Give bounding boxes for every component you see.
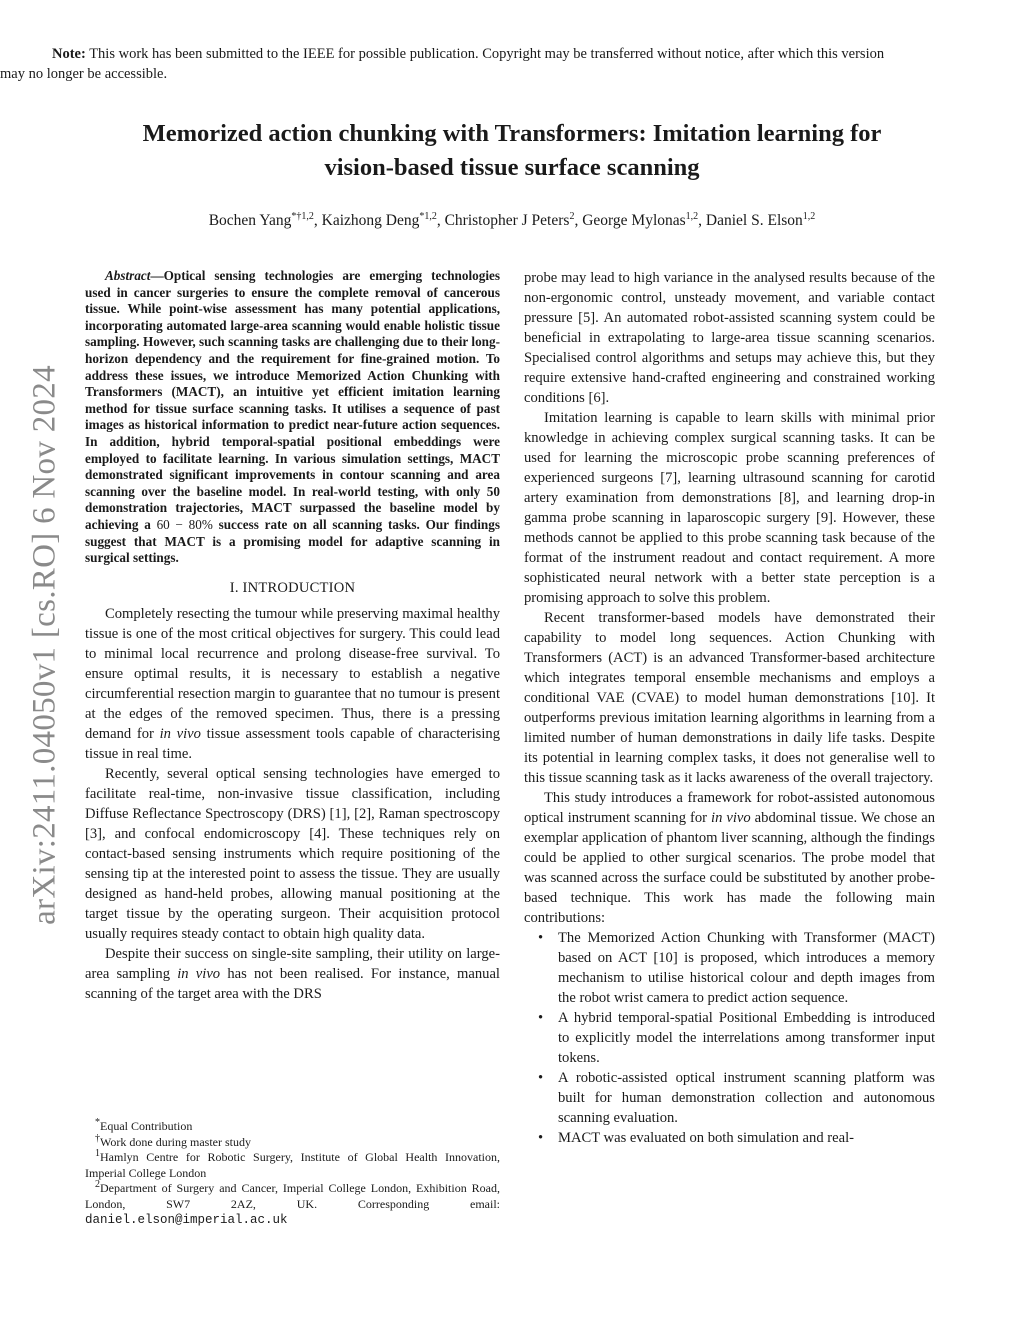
list-item: • A robotic-assisted optical instrument scanning platform was built for human demonstration collection and autonomous scanning evaluation. [558,1068,935,1128]
paper-title [60,117,964,185]
note-text-cont: may no longer be accessible. [0,66,168,82]
footnote [85,1132,500,1151]
paragraph [85,944,500,1004]
abstract-text: Optical sensing technologies are emerging technologies used in cancer surgeries to ensure the complete removal of cancerous tissue. While point-wise assessment has many potential applications, incorporating automated large-area scanning would enable holistic tissue sampling. However, such scanning tasks are challenging due to their long-horizon dependency and the requirement for fine-grained motion. To address these issues, we introduce Memorized Action Chunking with Transformers (MACT), an intuitive yet efficient imitation learning method for tissue surface scanning tasks. It utilises a sequence of past images as historical information to predict near-future action sequences. In addition, hybrid temporal-spatial positional embeddings were employed to facilitate learning. In various simulation settings, MACT demonstrated significant improvements in contour scanning and area scanning over the baseline model. In real-world testing, with only 50 demonstration trajectories, MACT surpassed the baseline model by achieving a [85,268,500,532]
abstract [85,268,500,567]
footnote-text: Hamlyn Centre for Robotic Surgery, Institute of Global Health Innovation, Imperial College London [85,1150,500,1180]
email-link[interactable]: daniel.elson@imperial.ac.uk [85,1213,288,1227]
italic-text: in vivo [177,965,221,982]
footnote-text: Equal Contribution [100,1119,193,1133]
text: Despite their success on single-site sampling, their utility on large-area sampling [85,945,500,982]
author [322,212,437,229]
text: This study introduces a framework for robot-assisted autonomous optical instrument scanning for [524,790,935,826]
author-name: Kaizhong Deng [321,212,420,229]
paragraph: Recently, several optical sensing technologies have emerged to facilitate real-time, non-invasive tissue classification, including Diffuse Reflectance Spectroscopy (DRS) [1], [2], Raman spectroscopy [3], and confocal endomicroscopy [4]. These techniques rely on contact-based sensing instruments which require positioning of the sensing tip at the interested point to assess the tissue. They are usually designed as hand-held probes, allowing manual positioning at the target tissue by the operating surgeon. Their acquisition protocol usually requires steady contact to obtain high quality data. [85,765,500,942]
text: Completely resecting the tumour while preserving maximal healthy tissue is one of the most critical objectives for surgery. This could lead to minimal local recurrence and prolong disease-free survival. To ensure optimal results, it is necessary to establish a negative circumferential resection margin to guarantee that no tumour is present at the edges of the removed specimen. Thus, there is a pressing demand for [85,605,500,742]
abstract-label: Abstract [105,268,151,283]
footnote [85,1181,500,1229]
contributions-list [524,928,935,1148]
section-heading: I. INTRODUCTION [229,579,356,596]
italic-text: in vivo [711,810,751,826]
paragraph: probe may lead to high variance in the analysed results because of the non-ergonomic control, unsteady movement, and variable contact pressure [5]. An automated robot-assisted scanning system could be beneficial in extrapolating to large-area tissue scanning scenarios. Specialised control algorithms and setups may achieve this, but they require extensive hand-crafted engineering and constrained working conditions [6]. [524,270,935,406]
author-name: George Mylonas [582,212,686,229]
text: tissue assessment tools capable of characterising tissue in real time. [85,725,500,762]
author-list: Bochen Yang$^{*\dagger 1,2}$, Kaizhong Deng$^{*1,2}$, Christopher J Peters$^2$, George Mylonas$^{1,2}$, Daniel S. Elson$^{1,2}$ [208,210,816,229]
author-affil: 1,2 [685,210,699,222]
author-name: Daniel S. Elson [705,212,803,229]
author-affil: 1,2 [802,210,816,222]
abstract-math: 60 − 80% [156,516,213,532]
note-text: This work has been submitted to the IEEE for possible publication. Copyright may be transferred without notice, after which this version [85,46,885,62]
footnote-mark: 1 [95,1148,100,1159]
author-name: Christopher J Peters [444,212,570,229]
title-line-2: vision-based tissue surface scanning [324,154,700,181]
author [582,212,698,229]
author-affil: 2 [569,210,575,222]
title-line-1: Memorized action chunking with Transformers: Imitation learning for [142,120,882,147]
abstract-text-end: success rate on all scanning tasks. Our findings suggest that MACT is a promising model for adaptive scanning in surgical settings. [85,516,500,566]
footnote-text: Work done during master study [100,1134,252,1149]
footnote [85,1119,500,1135]
paragraph: Imitation learning is capable to learn skills with minimal prior knowledge in achieving complex surgical scanning tasks. It can be used for learning the microscopic probe scanning preferences of experienced surgeons [7], learning ultrasound scanning for carotid artery examination from demonstrations [8], and learning drop-in gamma probe scanning in laparoscopic surgery [9]. However, these methods cannot be applied to this probe scanning task because of the format of the instrument readout and contact requirement. A more sophisticated neural network with a better state perception is a promising approach to solve this problem. [524,410,935,606]
author-affil: *†1,2 [291,210,314,222]
right-column [524,268,935,1148]
text: has not been realised. For instance, manual scanning of the target area with the DRS [85,965,500,1002]
italic-text: in vivo [159,725,201,742]
list-item: • MACT was evaluated on both simulation and real- [558,1128,935,1148]
paragraph [524,788,935,928]
list-item: • The Memorized Action Chunking with Transformer (MACT) based on ACT [10] is proposed, which introduces a memory mechanism to utilise historical colour and depth images from the robot wrist camera to predict action sequence. [558,928,935,1008]
note-label: Note: [52,46,86,62]
author-affil: *1,2 [419,210,437,222]
paragraph [85,604,500,764]
arxiv-stamp: arXiv:2411.04050v1 [cs.RO] 6 Nov 2024 [26,365,63,925]
list-item: • A hybrid temporal-spatial Positional Embedding is introduced to explicitly model the interrelations among transformer input tokens. [558,1008,935,1068]
author [445,212,575,229]
footnote-mark: 2 [95,1179,100,1190]
footnote-mark: † [95,1132,100,1144]
author [706,212,815,229]
author-name: Bochen Yang [208,212,292,229]
footnotes [85,1119,500,1229]
footnote-mark: * [95,1117,100,1128]
paragraph: Recent transformer-based models have demonstrated their capability to model long sequences. Action Chunking with Transformers (ACT) is an advanced Transformer-based architecture which integrates temporal ensemble mechanisms and employs a conditional VAE (CVAE) to model human demonstrations [10]. It outperforms previous imitation learning algorithms in learning from a limited number of human demonstrations in daily life tasks. Despite its potential in learning complex tasks, it does not generalise well to this tissue scanning task as it lacks awareness of the overall trajectory. [524,610,935,786]
text: abdominal tissue. We chose an exemplar application of phantom liver scanning, although the findings could be applied to other surgical scenarios. The probe model that was scanned across the surface could be substituted by another probe-based technique. This work has made the following main contributions: [524,810,935,926]
abstract-dash: — [150,268,164,283]
left-column [85,268,500,1004]
author [209,212,314,229]
footnote [85,1150,500,1181]
ieee-note [0,44,1024,84]
footnote-text: Department of Surgery and Cancer, Imperial College London, Exhibition Road, London, SW7 2AZ, UK. Corresponding email: [85,1181,500,1211]
